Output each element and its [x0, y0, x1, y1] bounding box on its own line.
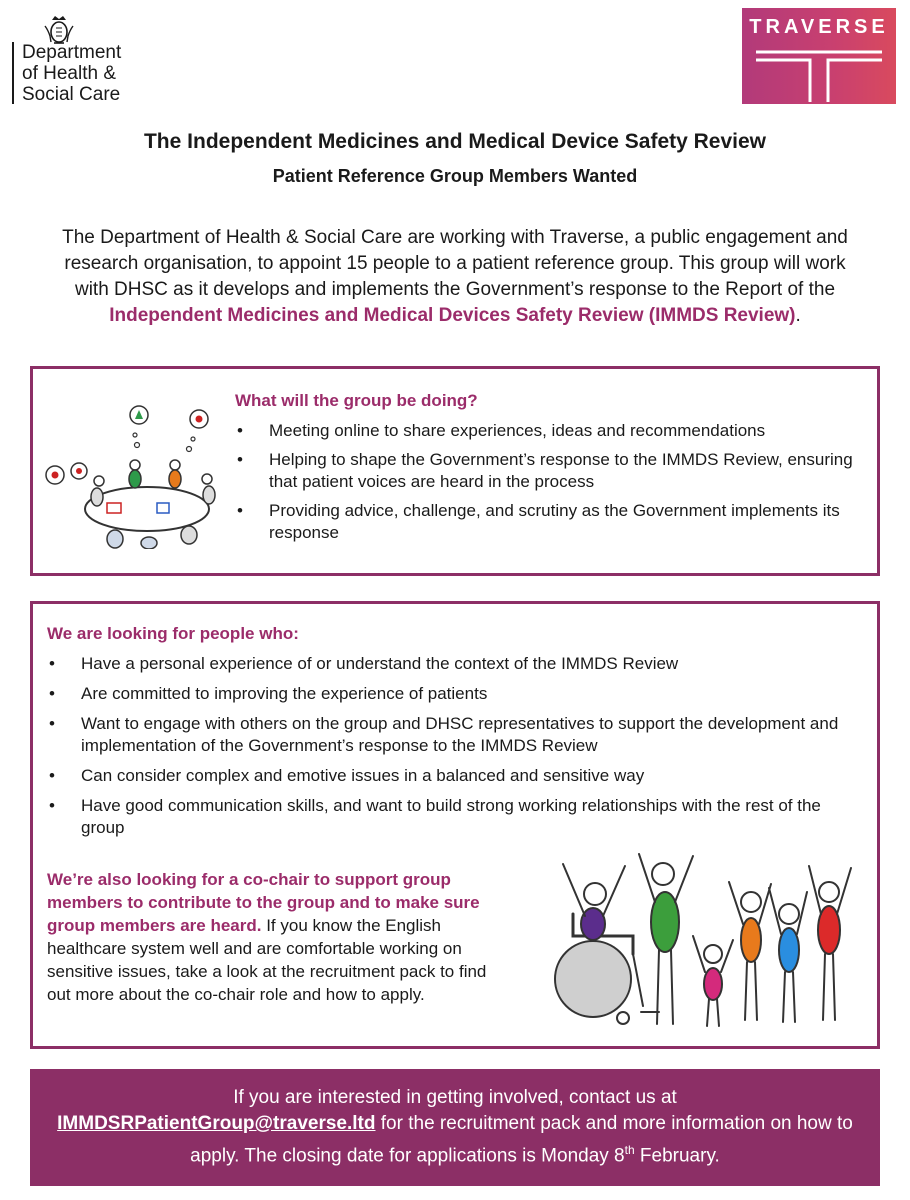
- cochair-text: If you know the English healthcare system well and are comfortable working on sensitive issues, take a look at the recruitment pack to find out more about the co-chair role and how to apply.: [47, 916, 487, 1004]
- list-item: • Helping to shape the Government’s response to the IMMDS Review, ensuring that patient voices are heard in the process: [235, 449, 875, 493]
- dept-line-2: of Health &: [22, 63, 116, 84]
- page-title: The Independent Medicines and Medical Device Safety Review: [143, 130, 767, 153]
- footer-line-2: for the recruitment pack and more information on how to apply. The closing date for applications is Monday 8: [190, 1113, 853, 1167]
- traverse-logo: [742, 8, 896, 104]
- meeting-illustration: [39, 399, 229, 549]
- cochair-highlight: We’re also looking for a co-chair to support group members to contribute to the group and to make sure group members are heard.: [47, 870, 480, 935]
- traverse-logo-text: TRAVERSE: [749, 16, 889, 38]
- dept-line-3: Social Care: [22, 84, 121, 105]
- looking-for-list: [47, 653, 857, 847]
- contact-email-link[interactable]: IMMDSRPatientGroup@traverse.ltd: [57, 1113, 376, 1134]
- list-item: • Have a personal experience of or understand the context of the IMMDS Review: [47, 653, 857, 675]
- list-item: • Providing advice, challenge, and scrutiny as the Government implements its response: [235, 500, 875, 544]
- group-activities-heading: What will the group be doing?: [235, 391, 478, 410]
- footer-line-1: If you are interested in getting involved, contact us at: [233, 1087, 677, 1108]
- list-item: • Meeting online to share experiences, ideas and recommendations: [235, 420, 875, 442]
- looking-for-heading: We are looking for people who:: [47, 624, 299, 643]
- group-activities-box: [30, 366, 880, 576]
- looking-for-box: [30, 601, 880, 1049]
- list-item: • Have good communication skills, and want to build strong working relationships with the rest of the group: [47, 795, 857, 839]
- dept-line-1: Department: [22, 42, 122, 63]
- celebrating-people-illustration: [533, 844, 873, 1034]
- intro-paragraph: [60, 225, 850, 329]
- intro-end: .: [795, 305, 801, 326]
- traverse-t-icon: [742, 8, 896, 104]
- page-subtitle: Patient Reference Group Members Wanted: [272, 166, 638, 186]
- dhsc-logo-text: [22, 42, 121, 105]
- cochair-paragraph: [47, 868, 487, 1006]
- list-item: • Want to engage with others on the group and DHSC representatives to support the development and implementation of the Government’s response to the IMMDS Review: [47, 713, 857, 757]
- footer-line-3: February.: [634, 1145, 720, 1167]
- contact-footer: [30, 1069, 880, 1186]
- footer-date-suffix: th: [624, 1143, 635, 1157]
- list-item: • Can consider complex and emotive issues in a balanced and sensitive way: [47, 765, 857, 787]
- group-activities-list: [235, 420, 875, 551]
- intro-text: The Department of Health & Social Care are working with Traverse, a public engagement and research organisation, to appoint 15 people to a patient reference group. This group will work with DHSC as it develops and implements the Government’s response to the Report of the: [62, 227, 848, 300]
- dhsc-logo-bar: [12, 42, 14, 104]
- intro-highlight: Independent Medicines and Medical Devices Safety Review (IMMDS Review): [109, 305, 796, 326]
- list-item: • Are committed to improving the experience of patients: [47, 683, 857, 705]
